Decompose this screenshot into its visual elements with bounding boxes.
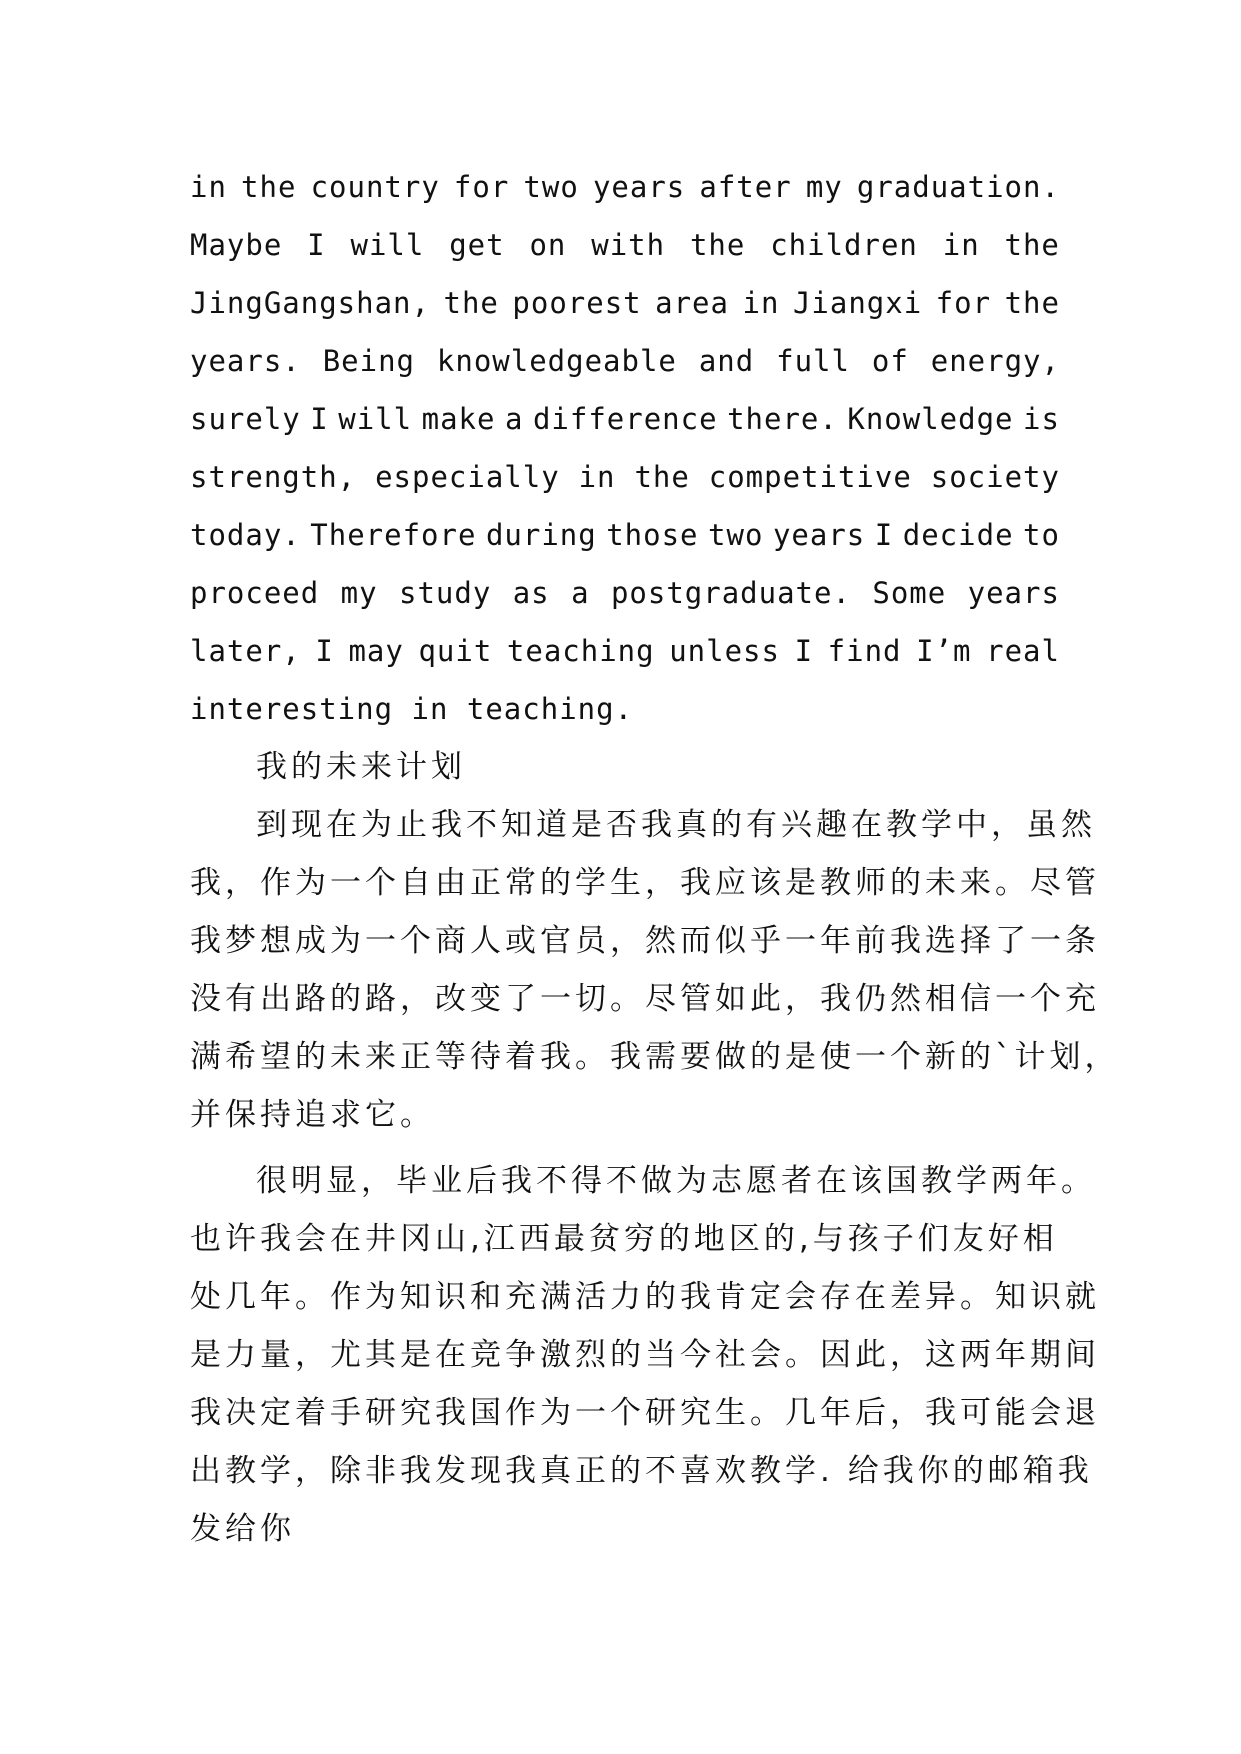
chinese-p2-line-6: 出教学，除非我发现我真正的不喜欢教学. 给我你的邮箱我 <box>190 1453 1093 1489</box>
chinese-p1-line-1: 到现在为止我不知道是否我真的有兴趣在教学中，虽然 <box>256 807 1096 843</box>
english-line-10: interesting in teaching. <box>190 692 634 726</box>
chinese-title: 我的未来计划 <box>256 749 466 785</box>
english-line-4: years. Being knowledgeable and full of energy, <box>190 344 1060 378</box>
english-line-8: proceed my study as a postgraduate. Some years <box>190 576 1060 610</box>
english-line-5: surely I will make a difference there. Knowledge is <box>190 402 1060 436</box>
chinese-p1-line-2: 我，作为一个自由正常的学生，我应该是教师的未来。尽管 <box>190 865 1100 901</box>
chinese-p1-line-3: 我梦想成为一个商人或官员，然而似乎一年前我选择了一条 <box>190 923 1100 959</box>
chinese-p2-line-2: 也许我会在井冈山,江西最贫穷的地区的,与孩子们友好相 <box>190 1221 1058 1257</box>
english-line-2: Maybe I will get on with the children in the <box>190 228 1060 262</box>
english-line-6: strength, especially in the competitive society <box>190 460 1060 494</box>
english-line-3: JingGangshan, the poorest area in Jiangxi for the <box>190 286 1060 320</box>
english-line-7: today. Therefore during those two years I decide to <box>190 518 1060 552</box>
chinese-p1-line-6: 并保持追求它。 <box>190 1097 435 1133</box>
english-line-1: in the country for two years after my graduation. <box>190 170 1060 204</box>
chinese-p1-line-5: 满希望的未来正等待着我。我需要做的是使一个新的`计划， <box>190 1039 1120 1075</box>
chinese-p2-line-5: 我决定着手研究我国作为一个研究生。几年后，我可能会退 <box>190 1395 1100 1431</box>
chinese-p2-line-4: 是力量，尤其是在竞争激烈的当今社会。因此，这两年期间 <box>190 1337 1100 1373</box>
english-line-9: later, I may quit teaching unless I find I’m real <box>190 634 1060 668</box>
chinese-p2-line-1: 很明显，毕业后我不得不做为志愿者在该国教学两年。 <box>256 1163 1096 1199</box>
chinese-p2-line-7: 发给你 <box>190 1511 295 1547</box>
chinese-p2-line-3: 处几年。作为知识和充满活力的我肯定会存在差异。知识就 <box>190 1279 1100 1315</box>
chinese-p1-line-4: 没有出路的路，改变了一切。尽管如此，我仍然相信一个充 <box>190 981 1100 1017</box>
